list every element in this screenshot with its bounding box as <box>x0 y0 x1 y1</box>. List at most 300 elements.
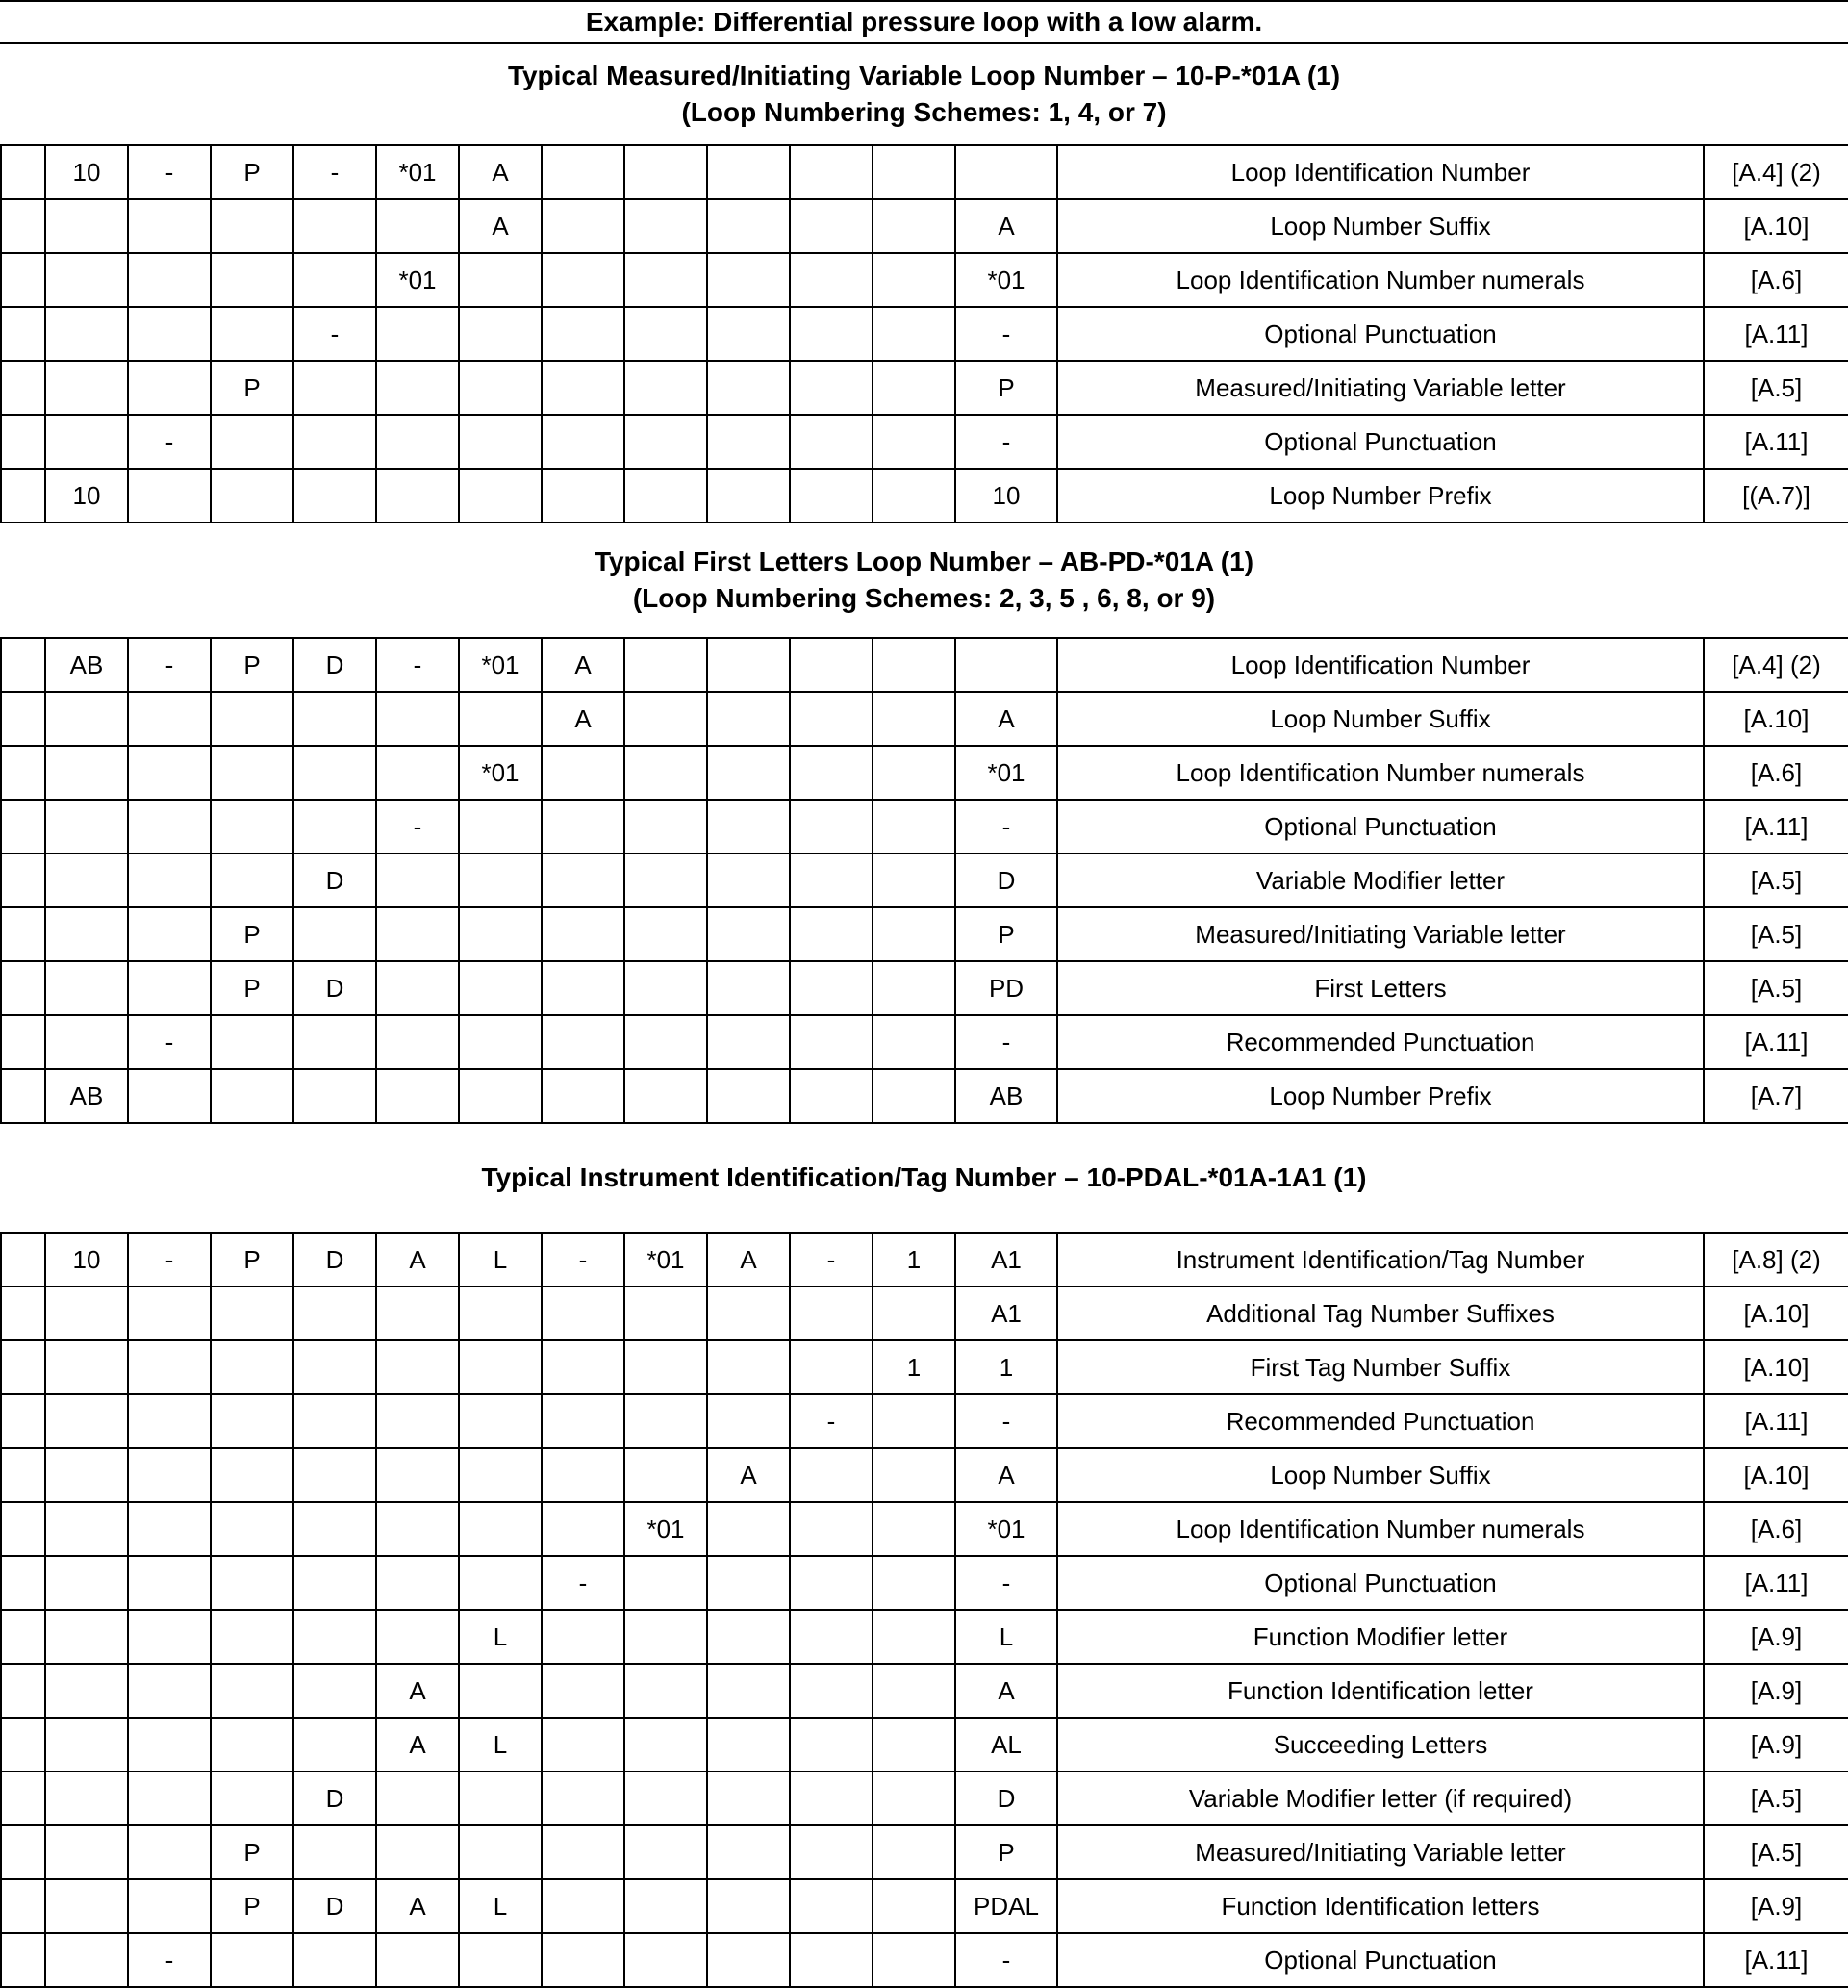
tag-char-cell <box>377 693 460 747</box>
grid-spacer-cell <box>2 801 46 854</box>
tag-char-cell: *01 <box>460 747 543 801</box>
tag-char-cell <box>625 1934 708 1988</box>
tag-char-cell <box>543 1449 625 1503</box>
tag-char-cell <box>625 416 708 470</box>
tag-char-cell <box>460 1934 543 1988</box>
description-cell: Function Identification letter <box>1058 1665 1705 1719</box>
tag-char-cell <box>708 1611 791 1665</box>
tag-char-cell <box>129 1611 212 1665</box>
tag-char-cell <box>873 1070 956 1124</box>
tag-char-cell <box>873 693 956 747</box>
combined-value-cell: L <box>956 1611 1058 1665</box>
tag-char-cell <box>460 362 543 416</box>
tag-char-cell <box>212 1449 294 1503</box>
tag-char-cell <box>294 1934 377 1988</box>
reference-cell: [A.5] <box>1705 908 1848 962</box>
tag-char-cell <box>294 1557 377 1611</box>
grid-spacer-cell <box>2 470 46 523</box>
reference-cell: [A.10] <box>1705 1449 1848 1503</box>
combined-value-cell: AB <box>956 1070 1058 1124</box>
tag-char-cell: L <box>460 1611 543 1665</box>
tag-char-cell <box>708 416 791 470</box>
tag-char-cell <box>625 1287 708 1341</box>
tag-char-cell: D <box>294 1772 377 1826</box>
grid-spacer-cell <box>2 146 46 200</box>
combined-value-cell: - <box>956 1395 1058 1449</box>
tag-char-cell <box>294 747 377 801</box>
tag-char-cell <box>873 747 956 801</box>
description-cell: First Tag Number Suffix <box>1058 1341 1705 1395</box>
tag-char-cell <box>543 1880 625 1934</box>
description-cell: Recommended Punctuation <box>1058 1016 1705 1070</box>
tag-char-cell <box>873 1826 956 1880</box>
tag-char-cell <box>791 1557 873 1611</box>
tag-char-cell <box>212 801 294 854</box>
tag-char-cell <box>294 908 377 962</box>
grid-spacer-cell <box>2 1772 46 1826</box>
section-title: Typical Measured/Initiating Variable Loop Number – 10-P-*01A (1) <box>507 61 1341 91</box>
combined-value-cell: D <box>956 1772 1058 1826</box>
tag-char-cell <box>46 962 129 1016</box>
tag-char-cell <box>212 1611 294 1665</box>
tag-char-cell: D <box>294 962 377 1016</box>
tag-char-cell: A <box>377 1880 460 1934</box>
combined-value-cell: P <box>956 362 1058 416</box>
tag-char-cell <box>708 908 791 962</box>
tag-char-cell <box>294 200 377 254</box>
description-cell: Recommended Punctuation <box>1058 1395 1705 1449</box>
tag-char-cell <box>625 908 708 962</box>
tag-char-cell: P <box>212 908 294 962</box>
description-cell: Optional Punctuation <box>1058 308 1705 362</box>
tag-char-cell: L <box>460 1880 543 1934</box>
tag-char-cell <box>543 1287 625 1341</box>
tag-char-cell <box>625 146 708 200</box>
tag-char-cell: A <box>708 1449 791 1503</box>
tag-char-cell <box>129 747 212 801</box>
tag-char-cell <box>46 693 129 747</box>
tag-char-cell <box>543 470 625 523</box>
tag-char-cell <box>791 1826 873 1880</box>
section-subtitle: (Loop Numbering Schemes: 1, 4, or 7) <box>681 97 1167 127</box>
tag-char-cell: P <box>212 1880 294 1934</box>
tag-char-cell <box>873 854 956 908</box>
tag-char-cell <box>129 1719 212 1772</box>
tag-char-cell <box>708 200 791 254</box>
tag-char-cell <box>708 308 791 362</box>
description-cell: Loop Number Prefix <box>1058 470 1705 523</box>
description-cell: Optional Punctuation <box>1058 416 1705 470</box>
description-cell: Loop Number Suffix <box>1058 200 1705 254</box>
section-title: Typical Instrument Identification/Tag Number – 10-PDAL-*01A-1A1 (1) <box>481 1162 1367 1193</box>
reference-cell: [A.6] <box>1705 254 1848 308</box>
tag-char-cell: D <box>294 1880 377 1934</box>
tag-char-cell <box>46 1503 129 1557</box>
tag-char-cell <box>46 1341 129 1395</box>
combined-value-cell: P <box>956 908 1058 962</box>
tag-char-cell: P <box>212 962 294 1016</box>
tag-char-cell <box>625 801 708 854</box>
tag-char-cell <box>873 1719 956 1772</box>
tag-char-cell <box>791 801 873 854</box>
tag-char-cell <box>129 1665 212 1719</box>
tag-char-cell: - <box>129 1934 212 1988</box>
reference-cell: [A.10] <box>1705 1341 1848 1395</box>
tag-char-cell <box>543 1395 625 1449</box>
description-cell: Function Identification letters <box>1058 1880 1705 1934</box>
combined-value-cell: A <box>956 693 1058 747</box>
tag-char-cell <box>625 693 708 747</box>
tag-char-cell <box>791 362 873 416</box>
tag-char-cell <box>708 254 791 308</box>
tag-char-cell <box>460 1772 543 1826</box>
tag-char-cell <box>543 1070 625 1124</box>
tag-char-cell <box>873 639 956 693</box>
reference-cell: [A.8] (2) <box>1705 1234 1848 1287</box>
tag-char-cell <box>377 308 460 362</box>
grid-spacer-cell <box>2 639 46 693</box>
description-cell: Loop Number Suffix <box>1058 1449 1705 1503</box>
grid-spacer-cell <box>2 1611 46 1665</box>
tag-char-cell <box>377 747 460 801</box>
reference-cell: [A.6] <box>1705 747 1848 801</box>
tag-char-cell: *01 <box>377 254 460 308</box>
description-cell: Measured/Initiating Variable letter <box>1058 362 1705 416</box>
reference-cell: [A.4] (2) <box>1705 146 1848 200</box>
tag-char-cell: - <box>377 801 460 854</box>
tag-char-cell: L <box>460 1234 543 1287</box>
tag-char-cell <box>625 470 708 523</box>
tag-char-cell <box>543 146 625 200</box>
reference-cell: [A.11] <box>1705 1557 1848 1611</box>
tag-char-cell <box>625 1719 708 1772</box>
tag-char-cell <box>543 1016 625 1070</box>
combined-value-cell: 10 <box>956 470 1058 523</box>
grid-spacer-cell <box>2 1341 46 1395</box>
tag-char-cell <box>543 200 625 254</box>
tag-char-cell <box>460 908 543 962</box>
section-title: Typical First Letters Loop Number – AB-PD-*01A (1) <box>594 547 1254 577</box>
description-cell: Measured/Initiating Variable letter <box>1058 1826 1705 1880</box>
description-cell: Loop Identification Number <box>1058 146 1705 200</box>
reference-cell: [(A.7)] <box>1705 470 1848 523</box>
tag-char-cell <box>708 801 791 854</box>
tag-char-cell <box>294 470 377 523</box>
tag-char-cell: - <box>791 1234 873 1287</box>
tag-char-cell <box>212 693 294 747</box>
tag-char-cell: - <box>129 1234 212 1287</box>
tag-char-cell <box>708 1557 791 1611</box>
tag-char-cell <box>625 1341 708 1395</box>
description-cell: Optional Punctuation <box>1058 1934 1705 1988</box>
combined-value-cell: A1 <box>956 1287 1058 1341</box>
grid-spacer-cell <box>2 1449 46 1503</box>
tag-char-cell <box>873 1287 956 1341</box>
tag-char-cell <box>543 416 625 470</box>
grid-spacer-cell <box>2 416 46 470</box>
tag-char-cell <box>791 908 873 962</box>
reference-cell: [A.5] <box>1705 1772 1848 1826</box>
tag-char-cell <box>873 1557 956 1611</box>
tag-char-cell: 10 <box>46 1234 129 1287</box>
tag-char-cell <box>543 908 625 962</box>
grid-spacer-cell <box>2 308 46 362</box>
tag-char-cell <box>212 1665 294 1719</box>
tag-char-cell <box>294 1826 377 1880</box>
tag-char-cell <box>46 362 129 416</box>
tag-char-cell: - <box>294 308 377 362</box>
grid-spacer-cell <box>2 962 46 1016</box>
tag-char-cell <box>873 1772 956 1826</box>
tag-char-cell <box>377 854 460 908</box>
tag-char-cell <box>708 362 791 416</box>
tag-char-cell <box>625 1772 708 1826</box>
tag-char-cell: 1 <box>873 1341 956 1395</box>
tag-char-cell <box>708 1934 791 1988</box>
grid-spacer-cell <box>2 693 46 747</box>
tag-char-cell <box>460 1503 543 1557</box>
tag-char-cell <box>46 1557 129 1611</box>
tag-char-cell <box>625 1395 708 1449</box>
description-cell: Loop Identification Number numerals <box>1058 254 1705 308</box>
reference-cell: [A.9] <box>1705 1719 1848 1772</box>
tag-char-cell <box>129 254 212 308</box>
description-cell: Loop Number Prefix <box>1058 1070 1705 1124</box>
tag-char-cell: P <box>212 1826 294 1880</box>
tag-char-cell <box>791 1016 873 1070</box>
description-cell: Function Modifier letter <box>1058 1611 1705 1665</box>
loop-numbering-figure <box>0 44 1848 1988</box>
tag-char-cell <box>873 908 956 962</box>
tag-char-cell <box>873 146 956 200</box>
tag-char-cell <box>625 1070 708 1124</box>
combined-value-cell: - <box>956 1557 1058 1611</box>
tag-char-cell <box>460 693 543 747</box>
combined-value-cell: PDAL <box>956 1880 1058 1934</box>
tag-char-cell: D <box>294 1234 377 1287</box>
tag-char-cell <box>129 1826 212 1880</box>
tag-char-cell <box>460 1449 543 1503</box>
description-cell: Loop Identification Number numerals <box>1058 1503 1705 1557</box>
tag-char-cell <box>873 1016 956 1070</box>
section-subtitle: (Loop Numbering Schemes: 2, 3, 5 , 6, 8, or 9) <box>632 583 1216 613</box>
tag-char-cell <box>873 200 956 254</box>
tag-char-cell <box>873 1665 956 1719</box>
description-cell: Optional Punctuation <box>1058 801 1705 854</box>
tag-char-cell <box>543 1934 625 1988</box>
tag-char-cell: 10 <box>46 146 129 200</box>
grid-spacer-cell <box>2 747 46 801</box>
combined-value-cell: - <box>956 308 1058 362</box>
tag-char-cell <box>873 416 956 470</box>
tag-char-cell <box>46 1449 129 1503</box>
tag-char-cell <box>46 308 129 362</box>
tag-char-cell <box>708 693 791 747</box>
tag-char-cell <box>791 1449 873 1503</box>
tag-char-cell <box>294 1070 377 1124</box>
grid-spacer-cell <box>2 1719 46 1772</box>
tag-char-cell <box>460 1016 543 1070</box>
reference-cell: [A.10] <box>1705 693 1848 747</box>
tag-char-cell <box>708 962 791 1016</box>
tag-char-cell <box>212 308 294 362</box>
tag-char-cell <box>294 254 377 308</box>
description-cell: Variable Modifier letter (if required) <box>1058 1772 1705 1826</box>
tag-char-cell <box>460 308 543 362</box>
tag-char-cell <box>46 854 129 908</box>
tag-char-cell <box>708 854 791 908</box>
tag-char-cell <box>129 1449 212 1503</box>
combined-value-cell: PD <box>956 962 1058 1016</box>
combined-value-cell: A <box>956 200 1058 254</box>
reference-cell: [A.11] <box>1705 416 1848 470</box>
combined-value-cell: - <box>956 1016 1058 1070</box>
tag-char-cell <box>791 1880 873 1934</box>
description-cell: Loop Number Suffix <box>1058 693 1705 747</box>
combined-value-cell: *01 <box>956 747 1058 801</box>
grid-spacer-cell <box>2 1070 46 1124</box>
tag-char-cell <box>294 693 377 747</box>
tag-char-cell: 1 <box>873 1234 956 1287</box>
reference-cell: [A.10] <box>1705 1287 1848 1341</box>
combined-value-cell: - <box>956 1934 1058 1988</box>
tag-char-cell <box>791 470 873 523</box>
tag-char-cell <box>625 254 708 308</box>
combined-value-cell: - <box>956 801 1058 854</box>
tag-char-cell <box>460 854 543 908</box>
tag-char-cell <box>212 1395 294 1449</box>
example-caption <box>0 0 1848 44</box>
tag-char-cell: - <box>791 1395 873 1449</box>
tag-char-cell <box>46 747 129 801</box>
tag-char-cell <box>873 1449 956 1503</box>
tag-char-cell <box>625 1449 708 1503</box>
tag-char-cell <box>377 1070 460 1124</box>
grid-spacer-cell <box>2 362 46 416</box>
combined-value-cell: P <box>956 1826 1058 1880</box>
section-header <box>0 44 1848 144</box>
tag-char-cell <box>791 1503 873 1557</box>
tag-char-cell: AB <box>46 639 129 693</box>
tag-char-cell <box>708 1341 791 1395</box>
tag-char-cell <box>46 1395 129 1449</box>
tag-char-cell <box>46 1826 129 1880</box>
tag-char-cell <box>212 200 294 254</box>
tag-char-cell <box>212 854 294 908</box>
tag-char-cell <box>377 200 460 254</box>
tag-char-cell <box>708 1772 791 1826</box>
tag-char-cell: - <box>129 146 212 200</box>
tag-char-cell <box>625 1665 708 1719</box>
tag-char-cell <box>625 362 708 416</box>
combined-value-cell <box>956 146 1058 200</box>
tag-char-cell <box>46 1611 129 1665</box>
tag-char-cell <box>294 1449 377 1503</box>
tag-char-cell <box>791 1665 873 1719</box>
grid-spacer-cell <box>2 908 46 962</box>
tag-char-cell <box>625 1611 708 1665</box>
grid-spacer-cell <box>2 1016 46 1070</box>
tag-char-cell: - <box>543 1557 625 1611</box>
tag-breakdown-table <box>0 144 1848 523</box>
grid-spacer-cell <box>2 200 46 254</box>
tag-char-cell: *01 <box>377 146 460 200</box>
tag-char-cell <box>791 308 873 362</box>
section-header <box>0 523 1848 637</box>
tag-char-cell <box>460 470 543 523</box>
tag-char-cell <box>212 1070 294 1124</box>
grid-spacer-cell <box>2 1880 46 1934</box>
tag-char-cell <box>460 254 543 308</box>
tag-char-cell: 10 <box>46 470 129 523</box>
tag-char-cell: *01 <box>625 1234 708 1287</box>
tag-char-cell <box>46 1880 129 1934</box>
tag-char-cell <box>460 801 543 854</box>
tag-char-cell <box>543 1772 625 1826</box>
tag-char-cell <box>46 1772 129 1826</box>
tag-char-cell <box>294 362 377 416</box>
description-cell: Variable Modifier letter <box>1058 854 1705 908</box>
tag-char-cell <box>460 1287 543 1341</box>
tag-char-cell <box>377 470 460 523</box>
tag-char-cell <box>543 801 625 854</box>
tag-char-cell <box>212 1772 294 1826</box>
tag-char-cell <box>543 254 625 308</box>
tag-char-cell: *01 <box>625 1503 708 1557</box>
tag-char-cell <box>791 1772 873 1826</box>
tag-char-cell <box>377 1934 460 1988</box>
tag-char-cell <box>873 254 956 308</box>
tag-char-cell <box>873 962 956 1016</box>
tag-char-cell <box>791 200 873 254</box>
reference-cell: [A.9] <box>1705 1880 1848 1934</box>
reference-cell: [A.9] <box>1705 1611 1848 1665</box>
tag-char-cell <box>377 1826 460 1880</box>
tag-char-cell <box>129 470 212 523</box>
combined-value-cell: *01 <box>956 1503 1058 1557</box>
tag-char-cell <box>543 854 625 908</box>
tag-char-cell <box>129 1772 212 1826</box>
tag-char-cell <box>377 1341 460 1395</box>
reference-cell: [A.9] <box>1705 1665 1848 1719</box>
tag-char-cell <box>460 1826 543 1880</box>
tag-char-cell <box>791 1934 873 1988</box>
tag-char-cell <box>460 1341 543 1395</box>
tag-char-cell: - <box>377 639 460 693</box>
tag-char-cell <box>625 1016 708 1070</box>
tag-char-cell: D <box>294 639 377 693</box>
tag-breakdown-table <box>0 637 1848 1124</box>
tag-char-cell <box>791 747 873 801</box>
tag-char-cell <box>791 1611 873 1665</box>
tag-char-cell: - <box>543 1234 625 1287</box>
grid-spacer-cell <box>2 1395 46 1449</box>
tag-char-cell: A <box>460 146 543 200</box>
combined-value-cell: AL <box>956 1719 1058 1772</box>
tag-char-cell <box>129 362 212 416</box>
tag-char-cell <box>212 1934 294 1988</box>
tag-char-cell <box>129 1070 212 1124</box>
grid-spacer-cell <box>2 254 46 308</box>
combined-value-cell: A <box>956 1665 1058 1719</box>
tag-char-cell <box>791 1341 873 1395</box>
combined-value-cell <box>956 639 1058 693</box>
tag-char-cell <box>294 1395 377 1449</box>
tag-char-cell <box>377 1287 460 1341</box>
reference-cell: [A.11] <box>1705 1934 1848 1988</box>
tag-char-cell <box>129 1503 212 1557</box>
tag-char-cell: P <box>212 146 294 200</box>
